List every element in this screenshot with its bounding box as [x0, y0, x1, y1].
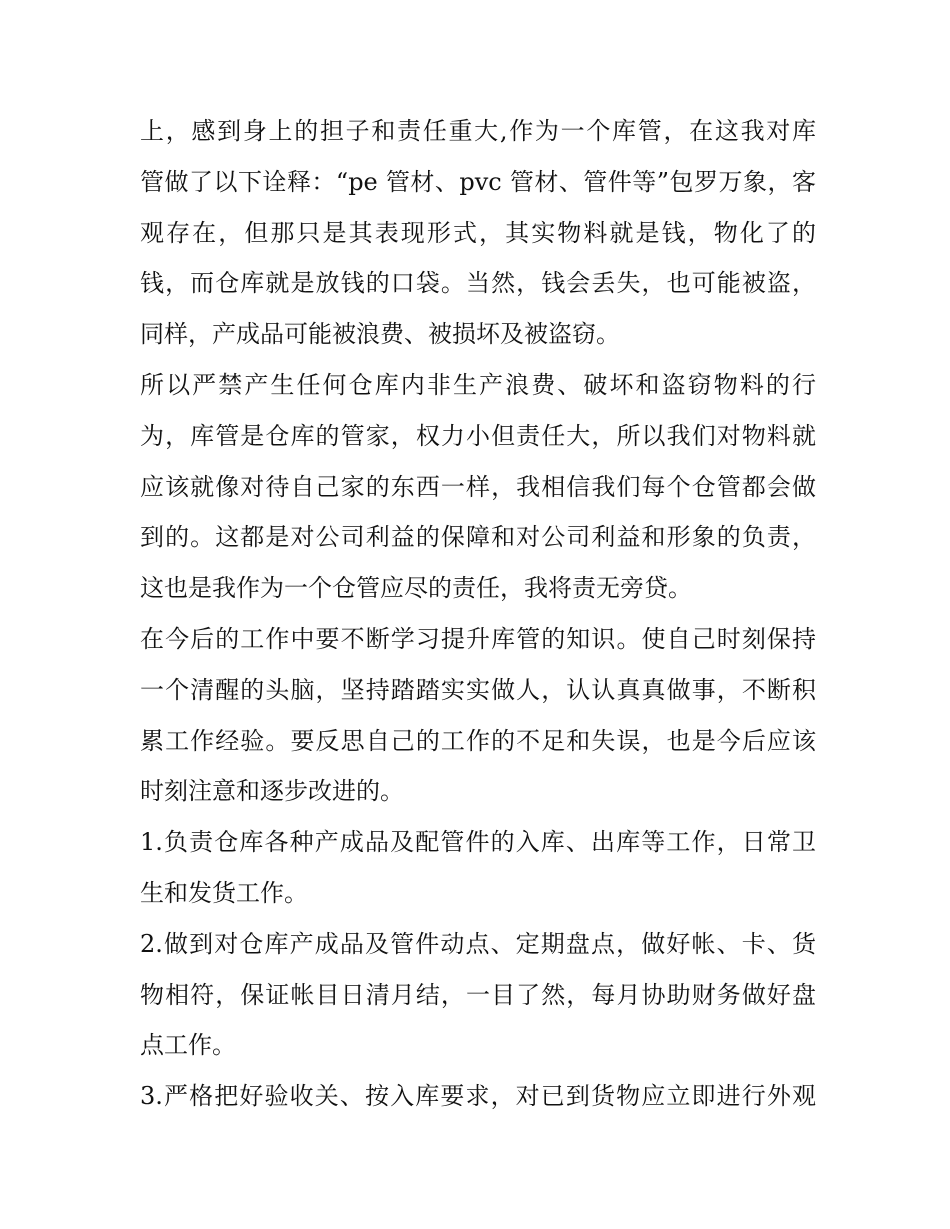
text-line: 一个清醒的头脑，坚持踏踏实实做人，认认真真做事，不断积 — [140, 675, 816, 704]
text-line: 应该就像对待自己家的东西一样，我相信我们每个仓管都会做 — [140, 472, 816, 501]
text-line: 1.负责仓库各种产成品及配管件的入库、出库等工作，日常卫 — [140, 828, 816, 857]
text-line: 到的。这都是对公司利益的保障和对公司利益和形象的负责， — [140, 523, 816, 552]
list-item — [140, 919, 816, 1071]
text-line: 生和发货工作。 — [140, 878, 308, 907]
text-line: 为，库管是仓库的管家，权力小但责任大，所以我们对物料就 — [140, 421, 816, 450]
text-line: 上，感到身上的担子和责任重大,作为一个库管，在这我对库 — [140, 117, 816, 145]
document-body — [140, 106, 816, 1122]
text-line: 这也是我作为一个仓管应尽的责任，我将责无旁贷。 — [140, 574, 692, 603]
text-line: 同样，产成品可能被浪费、被损坏及被盗窃。 — [140, 320, 620, 349]
text-line: 2.做到对仓库产成品及管件动点、定期盘点，做好帐、卡、货 — [140, 929, 816, 958]
text-line: 物相符，保证帐目日清月结，一目了然，每月协助财务做好盘 — [140, 980, 816, 1009]
text-line: 钱，而仓库就是放钱的口袋。当然，钱会丢失，也可能被盗， — [140, 269, 816, 298]
paragraph — [140, 106, 816, 360]
paragraph — [140, 360, 816, 614]
text-line: 点工作。 — [140, 1031, 236, 1060]
text-line: 3.严格把好验收关、按入库要求，对已到货物应立即进行外观 — [140, 1082, 816, 1111]
list-item — [140, 1071, 816, 1122]
text-line: 时刻注意和逐步改进的。 — [140, 777, 404, 806]
text-line: 观存在，但那只是其表现形式，其实物料就是钱，物化了的 — [140, 218, 816, 247]
text-line: 累工作经验。要反思自己的工作的不足和失误，也是今后应该 — [140, 726, 816, 755]
text-line: 所以严禁产生任何仓库内非生产浪费、破坏和盗窃物料的行 — [140, 370, 816, 399]
text-line: 管做了以下诠释：“pe 管材、pvc 管材、管件等”包罗万象，客 — [140, 167, 816, 196]
text-line: 在今后的工作中要不断学习提升库管的知识。使自己时刻保持 — [140, 624, 816, 653]
paragraph — [140, 614, 816, 817]
list-item — [140, 817, 816, 919]
